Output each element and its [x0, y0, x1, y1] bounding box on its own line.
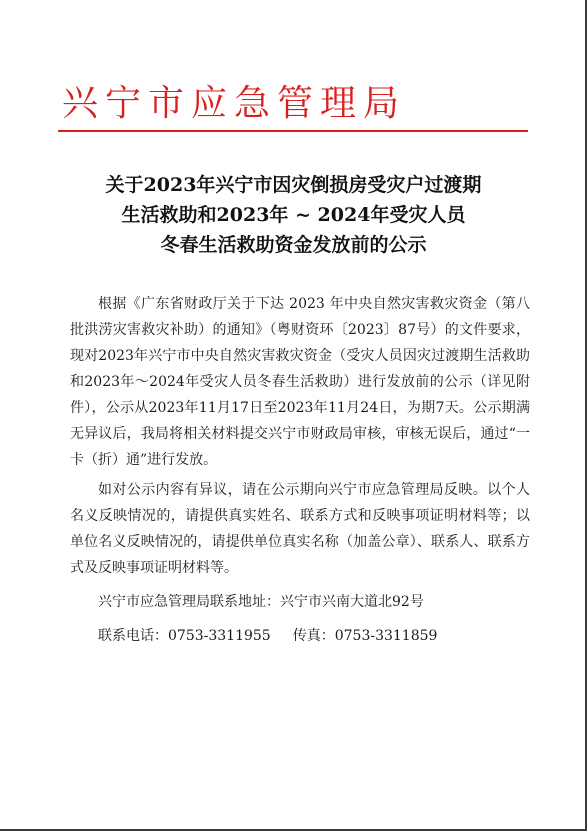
- contact-fax: 传真：0753-3311859: [292, 628, 438, 644]
- body-paragraph-basis: 根据《广东省财政厅关于下达 2023 年中央自然灾害救灾资金（第八批洪涝灾害救灾补助）的通知》（粤财资环〔2023〕87号）的文件要求，现对2023年兴宁市中央自然灾害救灾资金（受灾人员因灾过渡期生活救助和2023年～2024年受灾人员冬春生活救助）进行发放前的公示（详见附件），公示从2023年11月17日至2023年11月24日，为期7天。公示期满无异议后，我局将相关材料提交兴宁市财政局审核，审核无误后，通过“一卡（折）通”进行发放。: [70, 296, 530, 468]
- notice-body: [70, 291, 530, 649]
- contact-phone-fax: [70, 623, 530, 649]
- masthead-red-rule: [58, 130, 528, 132]
- contact-phone: 联系电话：0753-3311955: [98, 628, 271, 644]
- masthead-title: 兴宁市应急管理局: [62, 83, 407, 124]
- notice-title-line-3: 冬春生活救助资金发放前的公示: [160, 234, 427, 256]
- body-paragraph-objection: 如对公示内容有异议，请在公示期向兴宁市应急管理局反映。以个人名义反映情况的，请提供真实姓名、联系方式和反映事项证明材料等；以单位名义反映情况的，请提供单位真实名称（加盖公章）、联系人、联系方式及反映事项证明材料等。: [70, 482, 530, 576]
- notice-title-line-2: 生活救助和2023年 ~ 2024年受灾人员: [121, 204, 466, 226]
- contact-address: 兴宁市应急管理局联系地址：兴宁市兴南大道北92号: [98, 594, 424, 610]
- notice-title: [40, 170, 547, 260]
- notice-title-line-1: 关于2023年兴宁市因灾倒损房受灾户过渡期: [105, 174, 482, 196]
